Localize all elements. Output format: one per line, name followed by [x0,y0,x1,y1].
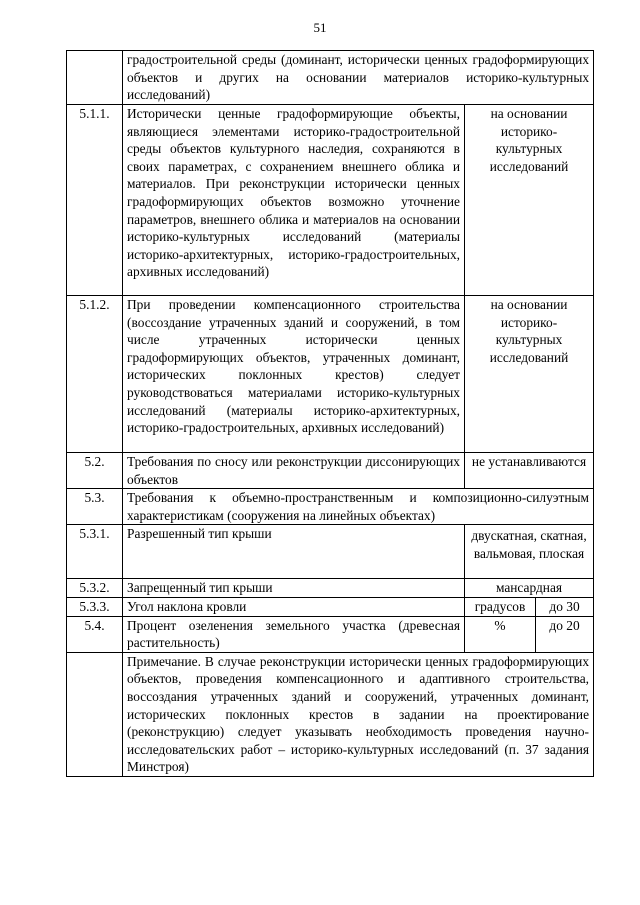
row-text: Требования к объемно-пространственным и композиционно-силуэтным характеристикам (сооружения на линейных объектах) [123,489,594,525]
row-number: 5.1.2. [67,296,123,453]
row-number: 5.2. [67,453,123,489]
table-row [67,616,594,652]
table-row [67,51,594,105]
row-value: на основании историко-культурных исследований [465,105,594,296]
row-number [67,652,123,776]
row-value: до 30 [536,597,594,616]
requirements-table [66,50,594,777]
row-value: не устанавливаются [465,453,594,489]
table-row [67,296,594,453]
table-row [67,453,594,489]
row-text: Исторически ценные градоформирующие объекты, являющиеся элементами историко-градостроительной среды объектов культурного наследия, сохраняются в своих параметрах, с сохранением внешнего облика и материалов. При реконструкции исторически ценных градоформирующих объектов возможно уточнение параметров, внешнего облика и материалов на основании историко-культурных исследований (материалы историко-архитектурных, историко-градостроительных, архивных исследований) [123,105,465,296]
row-text: Требования по сносу или реконструкции диссонирующих объектов [123,453,465,489]
row-number: 5.3. [67,489,123,525]
row-text: Запрещенный тип крыши [123,579,465,598]
row-text: Процент озеленения земельного участка (древесная растительность) [123,616,465,652]
row-value: мансардная [465,579,594,598]
row-text: градостроительной среды (доминант, исторически ценных градоформирующих объектов и других на основании материалов историко-культурных исследований) [123,51,594,105]
table-row [67,489,594,525]
row-value: на основании историко-культурных исследований [465,296,594,453]
row-text: Угол наклона кровли [123,597,465,616]
note-text: Примечание. В случае реконструкции исторически ценных градоформирующих объектов, проведения компенсационного и адаптивного строительства, воссоздания утраченных зданий и сооружений, утраченных доминант, исторических поклонных крестов в задании на проектирование (реконструкцию) следует указывать необходимость проведения научно-исследовательских работ – историко-культурных исследований (п. 37 задания Минстроя) [123,652,594,776]
row-value: до 20 [536,616,594,652]
row-number: 5.3.3. [67,597,123,616]
row-number: 5.1.1. [67,105,123,296]
table-row [67,105,594,296]
table-row [67,597,594,616]
row-number [67,51,123,105]
row-value: двускатная, скатная, вальмовая, плоская [465,525,594,579]
table-row [67,579,594,598]
row-text: При проведении компенсационного строительства (воссоздание утраченных зданий и сооружений, в том числе утраченных исторически ценных градоформирующих объектов, утраченных доминант, исторических поклонных крестов) следует руководствоваться материалами историко-культурных исследований (материалы историко-архитектурных, историко-градостроительных, архивных исследований) [123,296,465,453]
row-number: 5.3.1. [67,525,123,579]
row-number: 5.3.2. [67,579,123,598]
page-number: 51 [313,20,327,35]
table-row [67,652,594,776]
row-text: Разрешенный тип крыши [123,525,465,579]
row-unit: градусов [465,597,536,616]
table-row [67,525,594,579]
row-unit: % [465,616,536,652]
row-number: 5.4. [67,616,123,652]
